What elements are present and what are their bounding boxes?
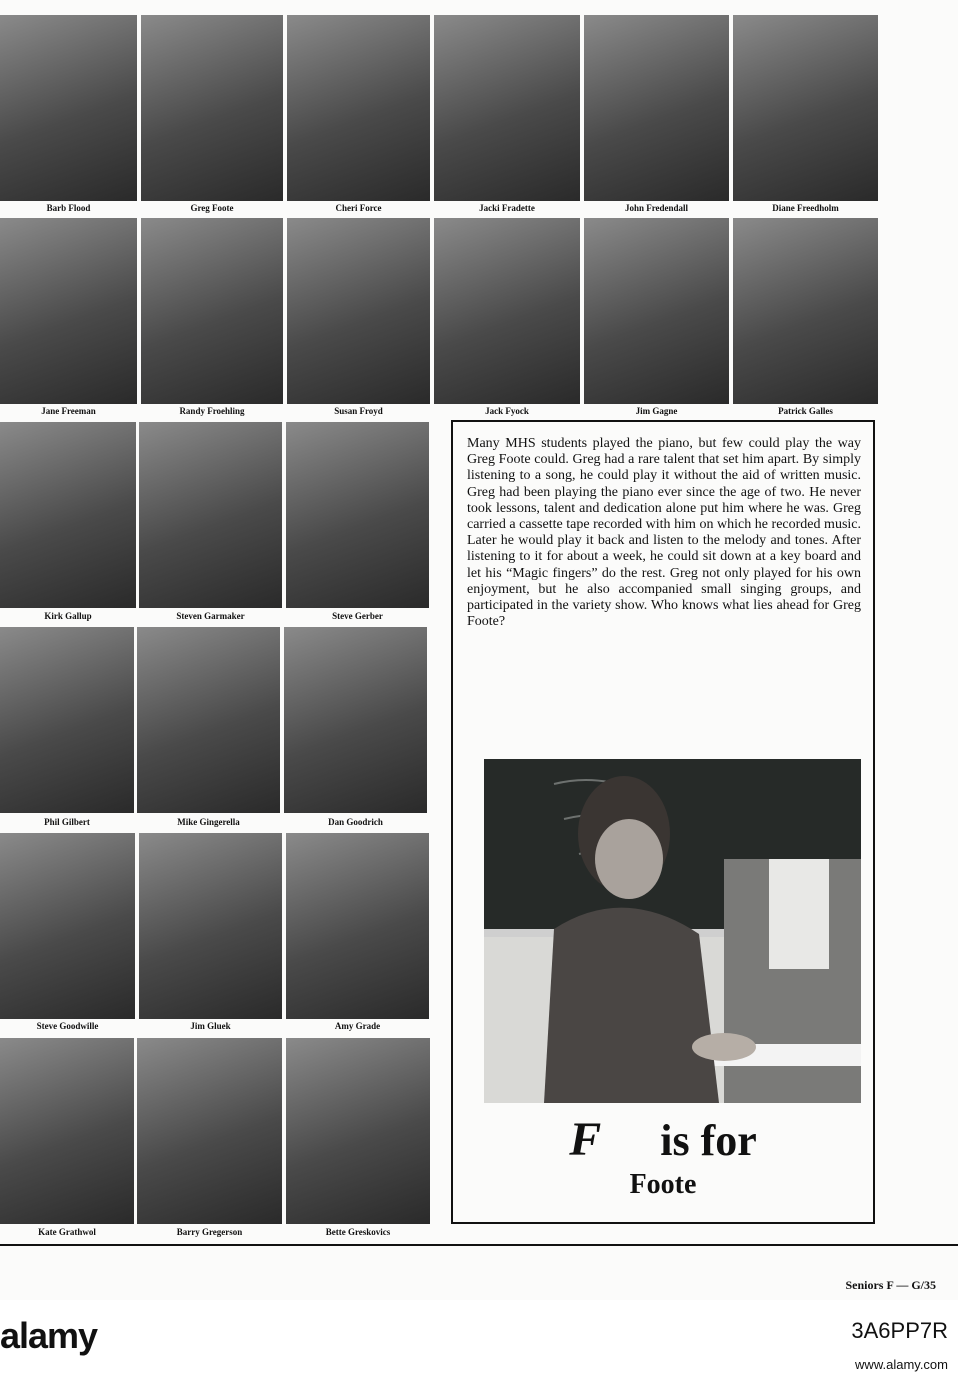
portrait-photo: [0, 218, 137, 404]
portrait-photo: [287, 15, 430, 201]
headline: [453, 1112, 873, 1167]
portrait-photo: [0, 833, 135, 1019]
portrait-caption: Randy Froehling: [179, 406, 245, 416]
portrait-photo: [0, 15, 137, 201]
portrait-caption: Phil Gilbert: [44, 817, 90, 827]
portrait-photo: [733, 15, 878, 201]
portrait-photo: [434, 15, 580, 201]
portrait-photo: [0, 422, 136, 608]
portrait-caption: Steven Garmaker: [176, 611, 245, 621]
portrait-caption: Greg Foote: [190, 203, 234, 213]
portrait-photo: [0, 627, 134, 813]
portrait-photo: [141, 218, 283, 404]
portrait-photo: [287, 218, 430, 404]
portrait-caption: Kirk Gallup: [44, 611, 92, 621]
feature-story-box: [451, 420, 875, 1224]
brand-logo: alamy: [0, 1315, 98, 1356]
portrait-caption: Susan Froyd: [334, 406, 383, 416]
portrait-caption: Kate Grathwol: [38, 1227, 96, 1237]
subhead: Foote: [629, 1169, 697, 1200]
portrait-photo: [584, 218, 729, 404]
portrait-caption: Cheri Force: [335, 203, 382, 213]
portrait-caption: Jack Fyock: [485, 406, 529, 416]
portrait-photo: [284, 627, 427, 813]
portrait-photo: [584, 15, 729, 201]
portrait-caption: Bette Greskovics: [325, 1227, 391, 1237]
portrait-photo: [286, 833, 429, 1019]
portrait-photo: [286, 422, 429, 608]
portrait-caption: Mike Gingerella: [177, 817, 240, 827]
story-body: Many MHS students played the piano, but few could play the way Greg Foote could. Greg had a rare talent that set him apart. By simply listening to a song, he could play it without the aid of written music. Greg had been playing the piano ever since the age of two. He never took lessons, talent and dedication alone put him where he was. Greg carried a cassette tape recorded with him on which he recorded music. Later he would play it back and listen to the melody and tones. After listening to it for about a week, he could sit down at a key board and let his “Magic fingers” do the rest. Greg not only played for his own enjoyment, but he also accompanied small singing groups, and participated in the variety show. Who knows what lies ahead for Greg Foote?: [467, 436, 861, 630]
portrait-caption: Jane Freeman: [41, 406, 96, 416]
portrait-photo: [141, 15, 283, 201]
portrait-photo: [137, 627, 280, 813]
portrait-photo: [139, 833, 282, 1019]
portrait-photo: [434, 218, 580, 404]
portrait-caption: Dan Goodrich: [328, 817, 383, 827]
portrait-photo: [0, 1038, 134, 1224]
portrait-caption: Amy Grade: [334, 1021, 381, 1031]
headline-letter: F: [569, 1113, 602, 1166]
portrait-photo: [139, 422, 282, 608]
watermark-banner: [0, 1300, 958, 1390]
portrait-photo: [733, 218, 878, 404]
portrait-caption: Jim Gluek: [190, 1021, 231, 1031]
piano-scene: [484, 759, 861, 1103]
portrait-caption: John Fredendall: [624, 203, 689, 213]
portrait-caption: Jacki Fradette: [479, 203, 535, 213]
portrait-caption: Barb Flood: [46, 203, 91, 213]
headline-text: is for: [660, 1116, 757, 1165]
site-url[interactable]: www.alamy.com: [855, 1357, 948, 1372]
portrait-photo: [286, 1038, 430, 1224]
portrait-photo: [137, 1038, 282, 1224]
portrait-caption: Jim Gagne: [635, 406, 678, 416]
portrait-caption: Diane Freedholm: [772, 203, 839, 213]
stock-code: 3A6PP7R: [851, 1318, 948, 1343]
portrait-caption: Barry Gregerson: [176, 1227, 243, 1237]
footer-rule: [0, 1244, 958, 1246]
piano-feature-photo: [484, 759, 861, 1103]
portrait-caption: Steve Gerber: [332, 611, 383, 621]
page-folio: Seniors F — G/35: [845, 1278, 936, 1292]
portrait-caption: Steve Goodwille: [36, 1021, 99, 1031]
portrait-caption: Patrick Galles: [778, 406, 833, 416]
